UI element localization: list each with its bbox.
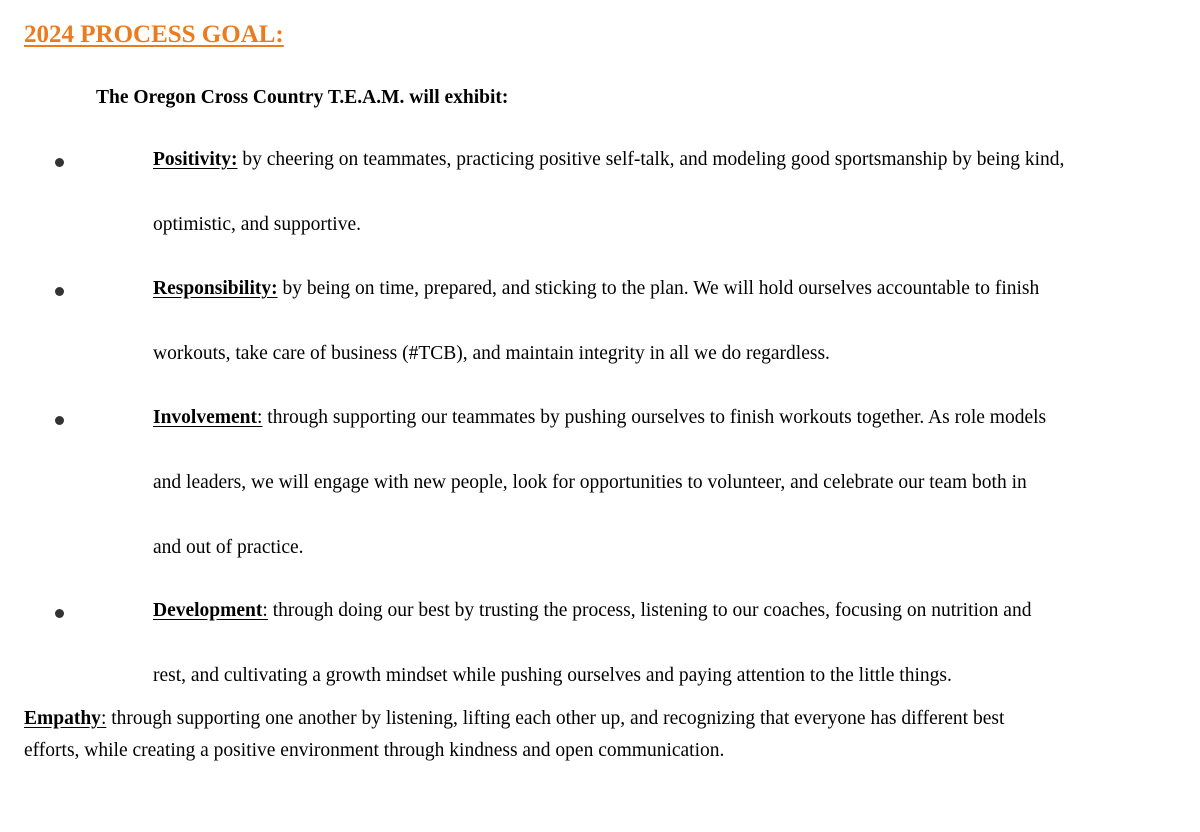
bullet-line-text: through doing our best by trusting the process, listening to our coaches, focusing on nutrition and [267, 600, 1032, 621]
bullet-text [153, 127, 1194, 257]
bullet-term-colon: : [257, 407, 263, 428]
bullet-item-responsibility [24, 276, 1194, 386]
bullet-line: and out of practice. [153, 537, 304, 558]
bullet-term: Responsibility: [153, 278, 278, 299]
empathy-line: efforts, while creating a positive environment through kindness and open communication. [24, 740, 725, 761]
bullet-line [153, 578, 1194, 643]
bullet-line [153, 127, 1194, 192]
empathy-term-colon: : [100, 708, 107, 729]
bullet-line: workouts, take care of business (#TCB), and maintain integrity in all we do regardless. [153, 343, 830, 364]
empathy-paragraph [24, 703, 1184, 767]
intro-text: The Oregon Cross Country T.E.A.M. will exhibit: [96, 87, 509, 108]
bullet-line: and leaders, we will engage with new people, look for opportunities to volunteer, and celebrate our team both in [153, 472, 1027, 493]
bullet-dot-icon [55, 416, 64, 425]
empathy-line-text: through supporting one another by listening, lifting each other up, and recognizing that everyone has different best [106, 708, 1005, 729]
bullet-dot-icon [55, 287, 64, 296]
bullet-line: rest, and cultivating a growth mindset while pushing ourselves and paying attention to the little things. [153, 665, 952, 686]
bullet-item-involvement [24, 405, 1194, 580]
bullet-line-text: through supporting our teammates by pushing ourselves to finish workouts together. As role models [262, 407, 1047, 428]
bullet-line-text: by cheering on teammates, practicing positive self-talk, and modeling good sportsmanship by being kind, [237, 149, 1065, 170]
bullet-line: optimistic, and supportive. [153, 214, 361, 235]
bullet-term: Development [153, 600, 263, 621]
document-title: 2024 PROCESS GOAL: [24, 21, 284, 48]
bullet-term-colon: : [262, 600, 268, 621]
bullet-dot-icon [55, 609, 64, 618]
empathy-line [24, 703, 1184, 735]
bullet-item-positivity [24, 147, 1194, 257]
bullet-term: Positivity: [153, 149, 238, 170]
bullet-line [153, 385, 1194, 450]
bullet-text [153, 578, 1194, 708]
empathy-term: Empathy [24, 708, 101, 729]
bullet-line-text: by being on time, prepared, and sticking to the plan. We will hold ourselves accountable to finish [277, 278, 1040, 299]
bullet-term: Involvement [153, 407, 257, 428]
bullet-text [153, 385, 1194, 580]
bullet-text [153, 256, 1194, 386]
bullet-dot-icon [55, 158, 64, 167]
bullet-line [153, 256, 1194, 321]
bullet-item-development [24, 598, 1194, 708]
